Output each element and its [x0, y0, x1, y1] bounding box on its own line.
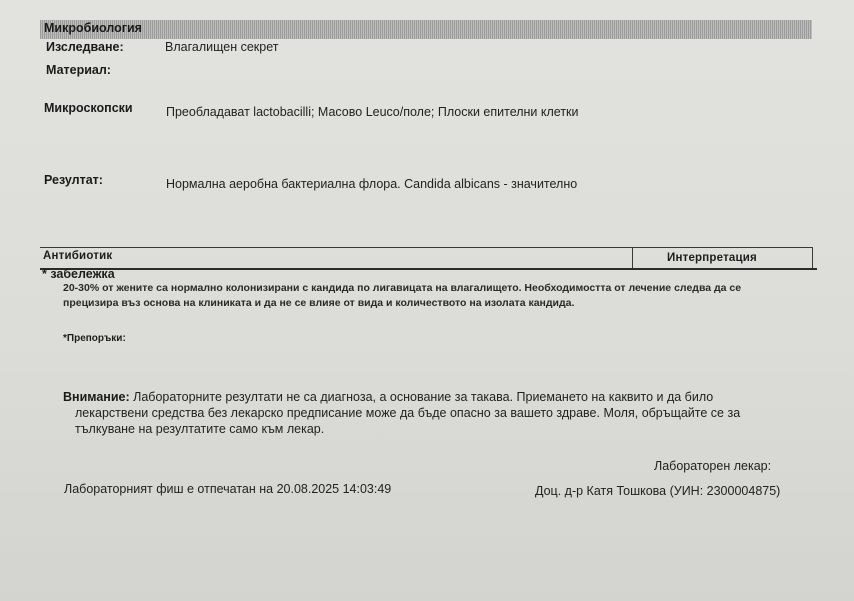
note-line-1: 20-30% от жените са нормално колонизирани с кандида по лигавицата на влагалището. Необходимостта от лечение следва да се [63, 282, 742, 294]
section-title: Микробиология [44, 21, 142, 35]
warning-line-1 [63, 390, 713, 404]
antibiogram-bottom-border [40, 268, 817, 270]
doctor-name: Доц. д-р Катя Тошкова (УИН: 2300004875) [535, 484, 781, 498]
investigation-label: Изследване: [46, 40, 124, 54]
antibiogram-column-divider [632, 248, 633, 268]
warning-label: Внимание: [63, 390, 130, 404]
note-title: * забележка [42, 267, 115, 281]
investigation-value: Влагалищен секрет [165, 40, 279, 54]
printed-timestamp: Лабораторният фиш е отпечатан на 20.08.2025 14:03:49 [64, 482, 392, 496]
result-value: Нормална аеробна бактериална флора. Candida albicans - значително [166, 177, 578, 191]
microscopy-value: Преобладават lactobacilli; Масово Leuco/поле; Плоски епителни клетки [166, 105, 579, 119]
antibiogram-top-border [40, 247, 813, 248]
recommendations-label: *Препоръки: [63, 333, 126, 344]
material-label: Материал: [46, 63, 111, 77]
microscopy-label: Микроскопски [44, 101, 133, 115]
interpretation-column-header: Интерпретация [667, 252, 757, 264]
result-label: Резултат: [44, 173, 103, 187]
warning-line-3: тълкуване на резултатите само към лекар. [75, 422, 325, 436]
warning-line-2: лекарствени средства без лекарско предписание може да бъде опасно за вашето здраве. Моля, обръщайте се за [75, 406, 741, 420]
antibiotic-column-header: Антибиотик [43, 250, 113, 262]
warning-text-1: Лабораторните резултати не са диагноза, а основание за такава. Приемането на каквито и да било [133, 390, 714, 404]
section-header-bar [40, 20, 812, 39]
antibiogram-right-border [812, 248, 813, 268]
note-line-2: прецизира въз основа на клиниката и да не се влияе от вида и количеството на изолата кандида. [63, 297, 575, 309]
doctor-title: Лабораторен лекар: [654, 459, 772, 473]
